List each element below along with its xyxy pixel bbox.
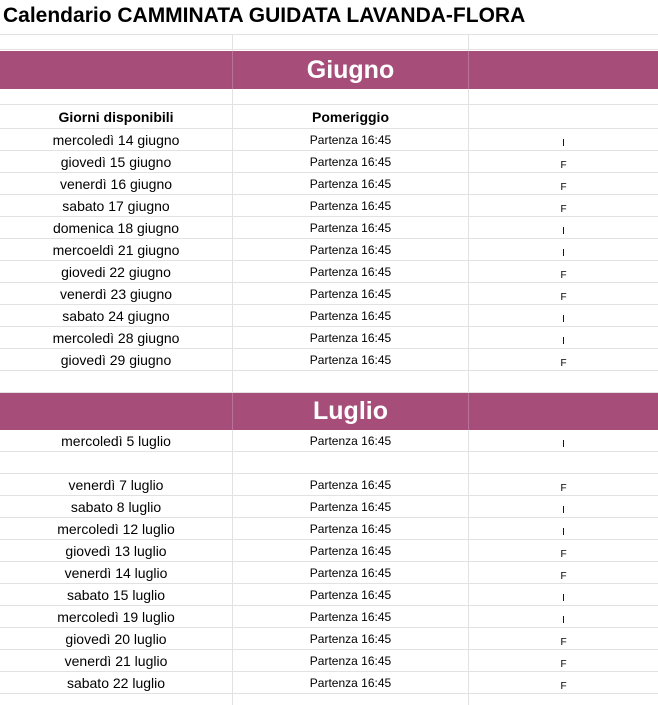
table-row [0, 195, 658, 217]
departure-cell: Partenza 16:45 [309, 587, 392, 602]
departure-cell: Partenza 16:45 [309, 176, 392, 191]
empty-row [0, 89, 658, 105]
departure-cell: Partenza 16:45 [309, 352, 392, 367]
code-cell: I [562, 615, 565, 626]
header-days: Giorni disponibili [58, 108, 174, 125]
code-cell: F [560, 204, 567, 215]
code-cell: F [560, 182, 567, 193]
departure-cell: Partenza 16:45 [309, 154, 392, 169]
day-cell: mercoledì 14 giugno [52, 131, 180, 148]
departure-cell: Partenza 16:45 [309, 521, 392, 536]
code-cell: I [562, 138, 565, 149]
table-row [0, 261, 658, 283]
departure-cell: Partenza 16:45 [309, 433, 392, 448]
departure-cell: Partenza 16:45 [309, 132, 392, 147]
day-cell: sabato 22 luglio [66, 674, 166, 691]
day-cell: giovedì 15 giugno [60, 153, 172, 170]
departure-cell: Partenza 16:45 [309, 286, 392, 301]
departure-cell: Partenza 16:45 [309, 675, 392, 690]
code-cell: F [560, 571, 567, 582]
table-row [0, 327, 658, 349]
table-row [0, 540, 658, 562]
month-title: Giugno [306, 55, 395, 84]
code-cell: F [560, 483, 567, 494]
day-cell: mercoledì 28 giugno [52, 329, 180, 346]
day-cell: giovedì 20 luglio [65, 630, 167, 647]
code-cell: I [562, 527, 565, 538]
day-cell: sabato 17 giugno [62, 197, 170, 214]
day-cell: mercoledì 19 luglio [57, 608, 175, 625]
day-cell: domenica 18 giugno [52, 219, 180, 236]
table-row [0, 650, 658, 672]
table-row [0, 562, 658, 584]
table-row [0, 628, 658, 650]
day-cell: sabato 15 luglio [66, 586, 166, 603]
code-cell: I [562, 593, 565, 604]
code-cell: F [560, 292, 567, 303]
table-row [0, 349, 658, 371]
table-row [0, 430, 658, 452]
table-row [0, 173, 658, 195]
code-cell: F [560, 659, 567, 670]
departure-cell: Partenza 16:45 [309, 565, 392, 580]
code-cell: F [560, 681, 567, 692]
day-cell: sabato 24 giugno [62, 307, 170, 324]
table-row [0, 283, 658, 305]
day-cell: venerdì 21 luglio [64, 652, 168, 669]
code-cell: I [562, 336, 565, 347]
month-title: Luglio [313, 397, 388, 425]
code-cell: F [560, 160, 567, 171]
day-cell: mercoeldì 21 giugno [52, 241, 180, 258]
day-cell: venerdì 14 luglio [64, 564, 168, 581]
departure-cell: Partenza 16:45 [309, 499, 392, 514]
departure-cell: Partenza 16:45 [309, 477, 392, 492]
day-cell: mercoledì 5 luglio [61, 432, 171, 449]
departure-cell: Partenza 16:45 [309, 308, 392, 323]
page-title: Calendario CAMMINATA GUIDATA LAVANDA-FLORA [3, 4, 526, 27]
table-row [0, 217, 658, 239]
day-cell: venerdì 16 giugno [59, 175, 173, 192]
empty-row [0, 371, 658, 393]
departure-cell: Partenza 16:45 [309, 631, 392, 646]
table-row [0, 606, 658, 628]
day-cell: venerdì 23 giugno [59, 285, 173, 302]
month-band-july [0, 393, 658, 430]
table-row [0, 518, 658, 540]
day-cell: giovedì 13 luglio [65, 542, 167, 559]
code-cell: I [562, 248, 565, 259]
empty-row [0, 34, 658, 50]
table-row [0, 584, 658, 606]
departure-cell: Partenza 16:45 [309, 220, 392, 235]
code-cell: F [560, 549, 567, 560]
day-cell: giovedì 29 giugno [60, 351, 172, 368]
table-row [0, 474, 658, 496]
code-cell: F [560, 358, 567, 369]
day-cell: venerdì 7 luglio [68, 476, 164, 493]
departure-cell: Partenza 16:45 [309, 543, 392, 558]
empty-row [0, 452, 658, 474]
code-cell: I [562, 505, 565, 516]
code-cell: F [560, 270, 567, 281]
code-cell: I [562, 439, 565, 450]
month-band-june [0, 51, 658, 89]
day-cell: giovedi 22 giugno [61, 263, 171, 280]
departure-cell: Partenza 16:45 [309, 330, 392, 345]
departure-cell: Partenza 16:45 [309, 198, 392, 213]
code-cell: F [560, 637, 567, 648]
departure-cell: Partenza 16:45 [309, 653, 392, 668]
table-row [0, 672, 658, 694]
departure-cell: Partenza 16:45 [309, 609, 392, 624]
code-cell: I [562, 226, 565, 237]
code-cell: I [562, 314, 565, 325]
table-row [0, 151, 658, 173]
table-row [0, 305, 658, 327]
departure-cell: Partenza 16:45 [309, 242, 392, 257]
departure-cell: Partenza 16:45 [309, 264, 392, 279]
header-row [0, 105, 658, 129]
header-afternoon: Pomeriggio [311, 108, 389, 125]
table-row [0, 129, 658, 151]
table-row [0, 239, 658, 261]
table-row [0, 496, 658, 518]
day-cell: sabato 8 luglio [70, 498, 162, 515]
day-cell: mercoledì 12 luglio [57, 520, 175, 537]
